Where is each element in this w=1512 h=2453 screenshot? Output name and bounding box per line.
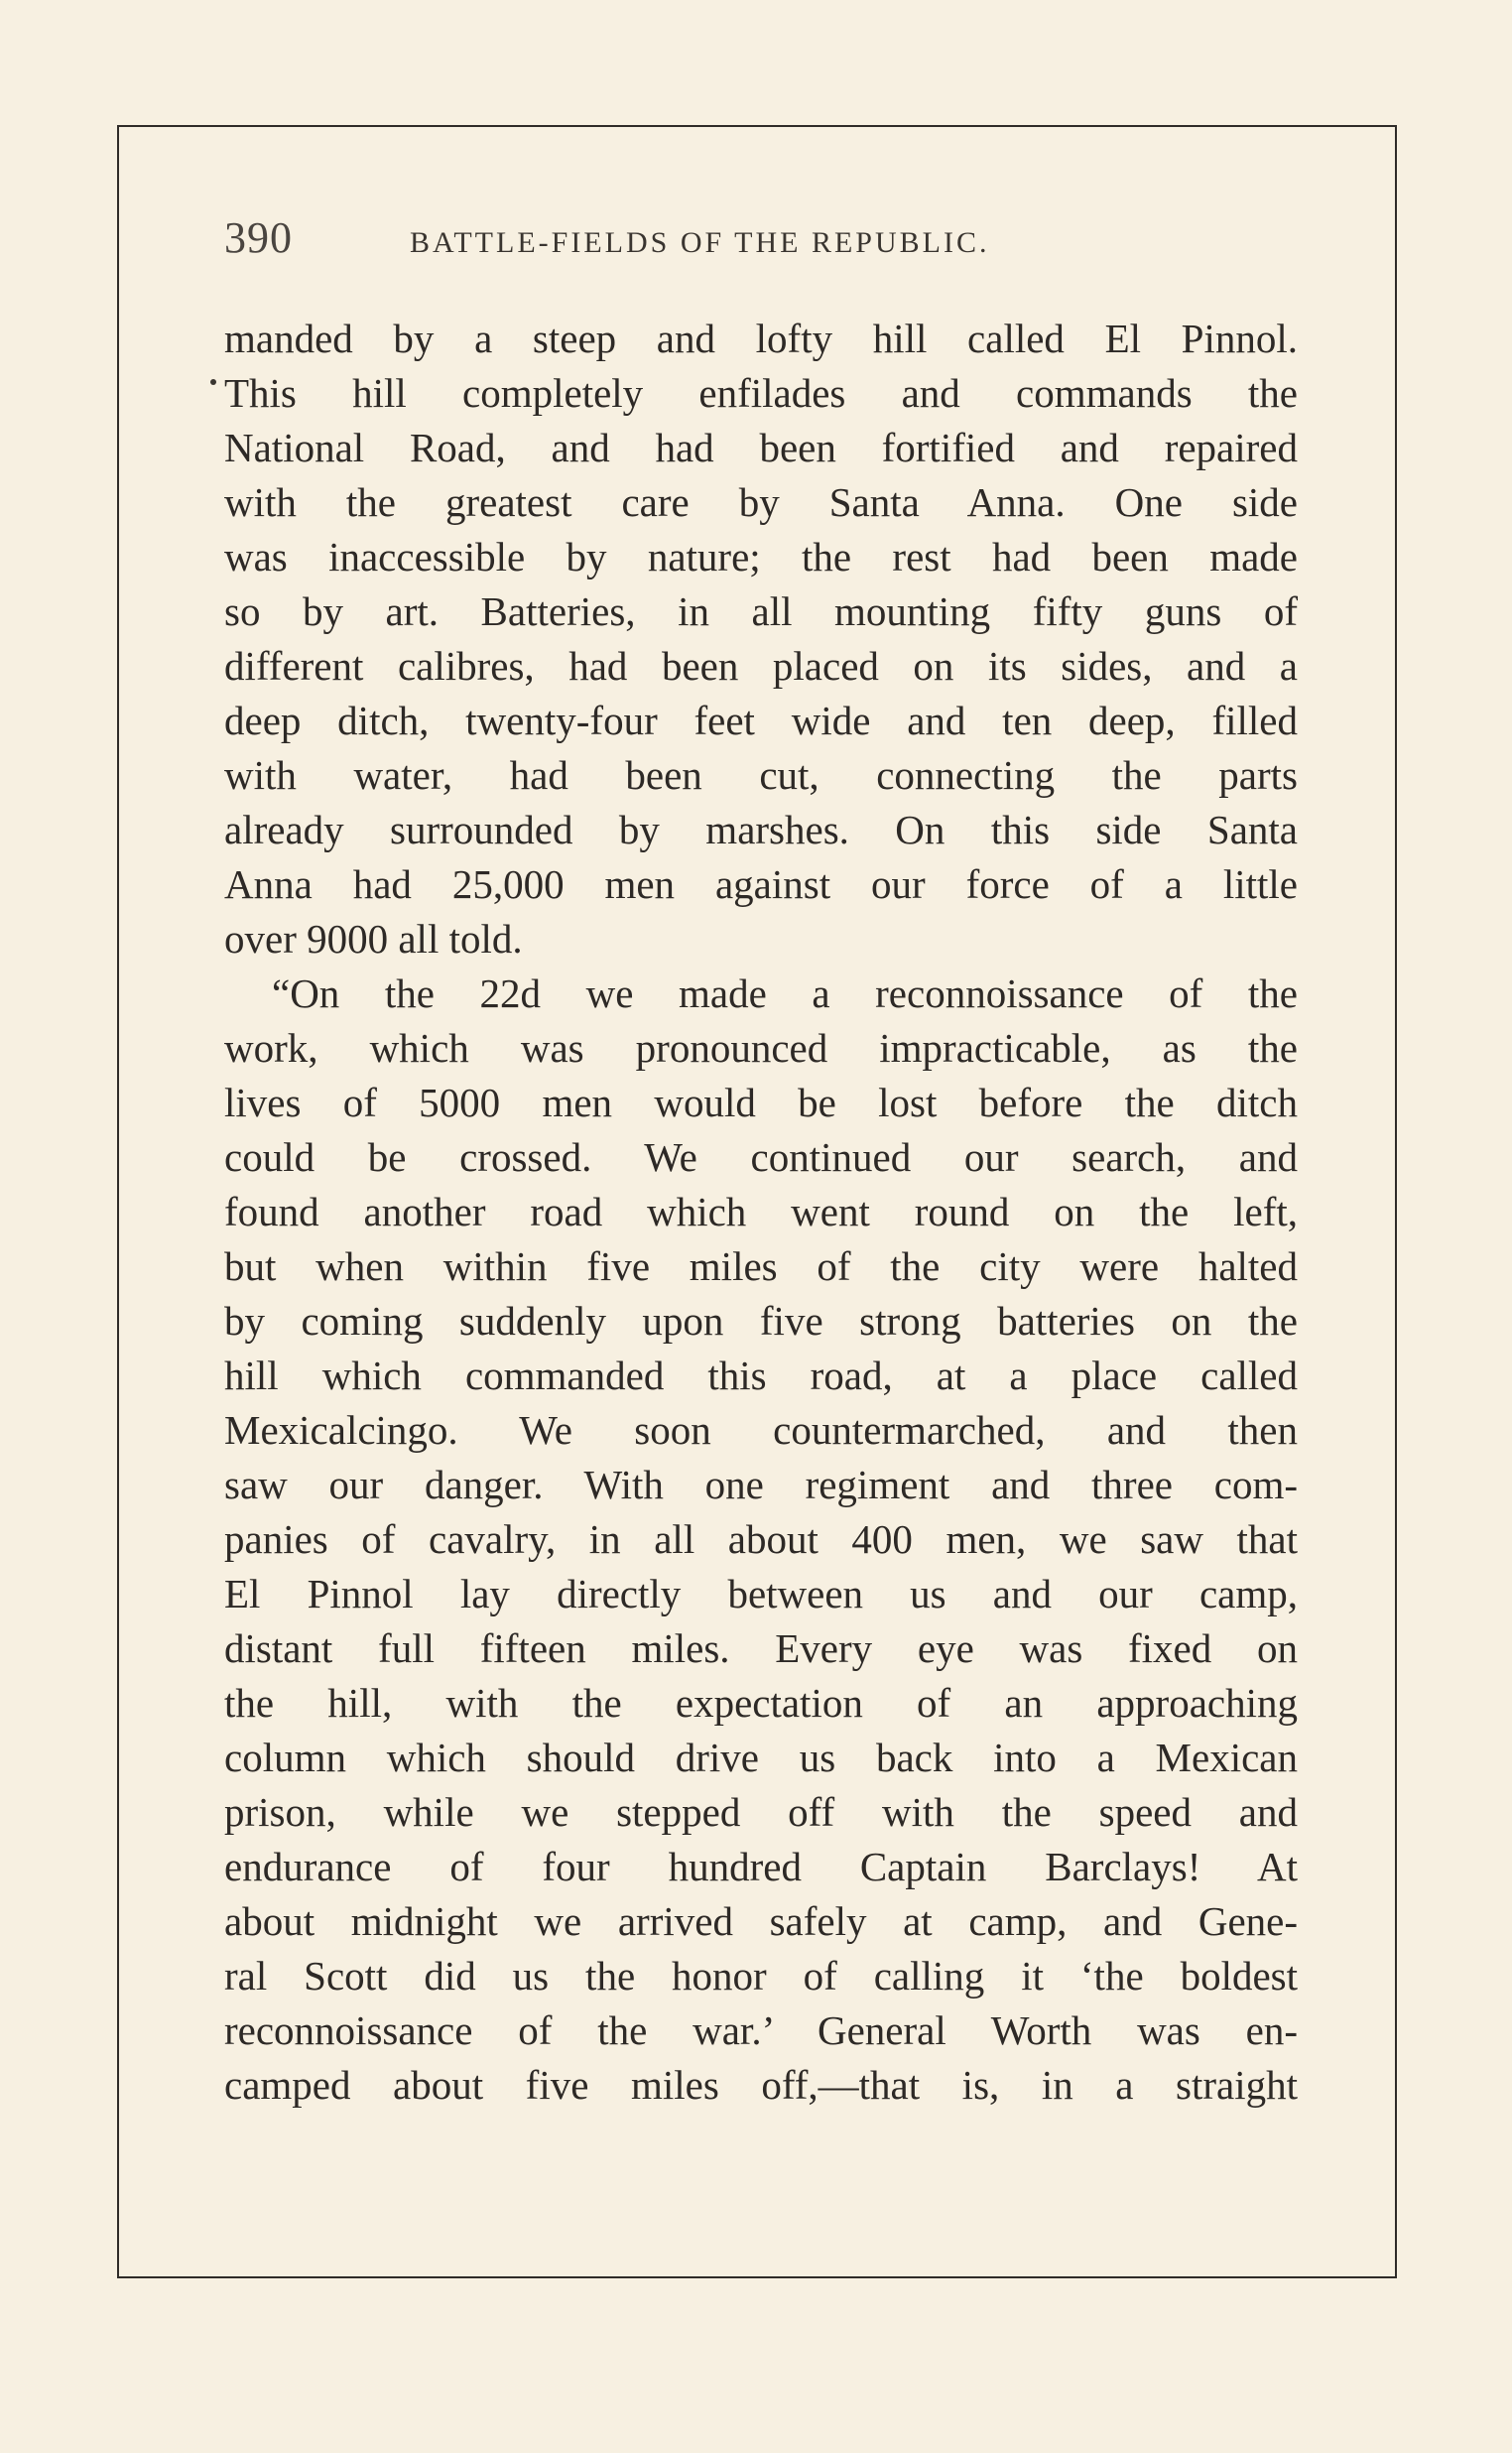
text-line: by coming suddenly upon five strong batteries on the bbox=[224, 1298, 1298, 1344]
text-line: so by art. Batteries, in all mounting fifty guns of bbox=[224, 588, 1298, 634]
text-line: the hill, with the expectation of an approaching bbox=[224, 1680, 1298, 1726]
margin-dot-mark bbox=[210, 379, 216, 385]
text-line: over 9000 all told. bbox=[224, 916, 523, 962]
text-line: El Pinnol lay directly between us and our camp, bbox=[224, 1571, 1298, 1616]
text-line: found another road which went round on the left, bbox=[224, 1189, 1298, 1234]
text-line: hill which commanded this road, at a place called bbox=[224, 1353, 1298, 1398]
text-line: distant full fifteen miles. Every eye was fixed on bbox=[224, 1625, 1298, 1671]
text-line: already surrounded by marshes. On this side Santa bbox=[224, 807, 1298, 852]
text-line: about midnight we arrived safely at camp, and Gene- bbox=[224, 1898, 1298, 1944]
text-line: different calibres, had been placed on its sides, and a bbox=[224, 643, 1298, 689]
text-line: with the greatest care by Santa Anna. One side bbox=[224, 479, 1298, 525]
text-line: manded by a steep and lofty hill called El Pinnol. bbox=[224, 316, 1298, 361]
text-line: saw our danger. With one regiment and three com- bbox=[224, 1462, 1298, 1507]
text-line: panies of cavalry, in all about 400 men, we saw that bbox=[224, 1516, 1298, 1562]
text-line: but when within five miles of the city were halted bbox=[224, 1243, 1298, 1289]
text-line: with water, had been cut, connecting the parts bbox=[224, 752, 1298, 798]
text-line: reconnoissance of the war.’ General Worth was en- bbox=[224, 2007, 1298, 2053]
text-line: column which should drive us back into a Mexican bbox=[224, 1735, 1298, 1780]
text-line: Mexicalcingo. We soon countermarched, and then bbox=[224, 1407, 1298, 1453]
text-line: Anna had 25,000 men against our force of a little bbox=[224, 861, 1298, 907]
text-line: work, which was pronounced impracticable, as the bbox=[224, 1025, 1298, 1071]
text-line: This hill completely enfilades and commands the bbox=[224, 370, 1298, 416]
text-line: lives of 5000 men would be lost before the ditch bbox=[224, 1080, 1298, 1125]
text-line: ral Scott did us the honor of calling it ‘the boldest bbox=[224, 1953, 1298, 1999]
running-title: BATTLE-FIELDS OF THE REPUBLIC. bbox=[410, 226, 990, 259]
text-line: National Road, and had been fortified and repaired bbox=[224, 425, 1298, 470]
text-line: “On the 22d we made a reconnoissance of the bbox=[272, 970, 1298, 1016]
body-text bbox=[224, 312, 1298, 2113]
text-line: camped about five miles off,—that is, in a straight bbox=[224, 2062, 1298, 2108]
text-line: prison, while we stepped off with the speed and bbox=[224, 1789, 1298, 1835]
text-line: could be crossed. We continued our search, and bbox=[224, 1134, 1298, 1180]
text-line: was inaccessible by nature; the rest had been made bbox=[224, 534, 1298, 580]
text-line: deep ditch, twenty-four feet wide and ten deep, filled bbox=[224, 698, 1298, 743]
text-line: endurance of four hundred Captain Barclays! At bbox=[224, 1844, 1298, 1889]
page-header bbox=[224, 212, 1296, 272]
page-number: 390 bbox=[224, 213, 293, 262]
